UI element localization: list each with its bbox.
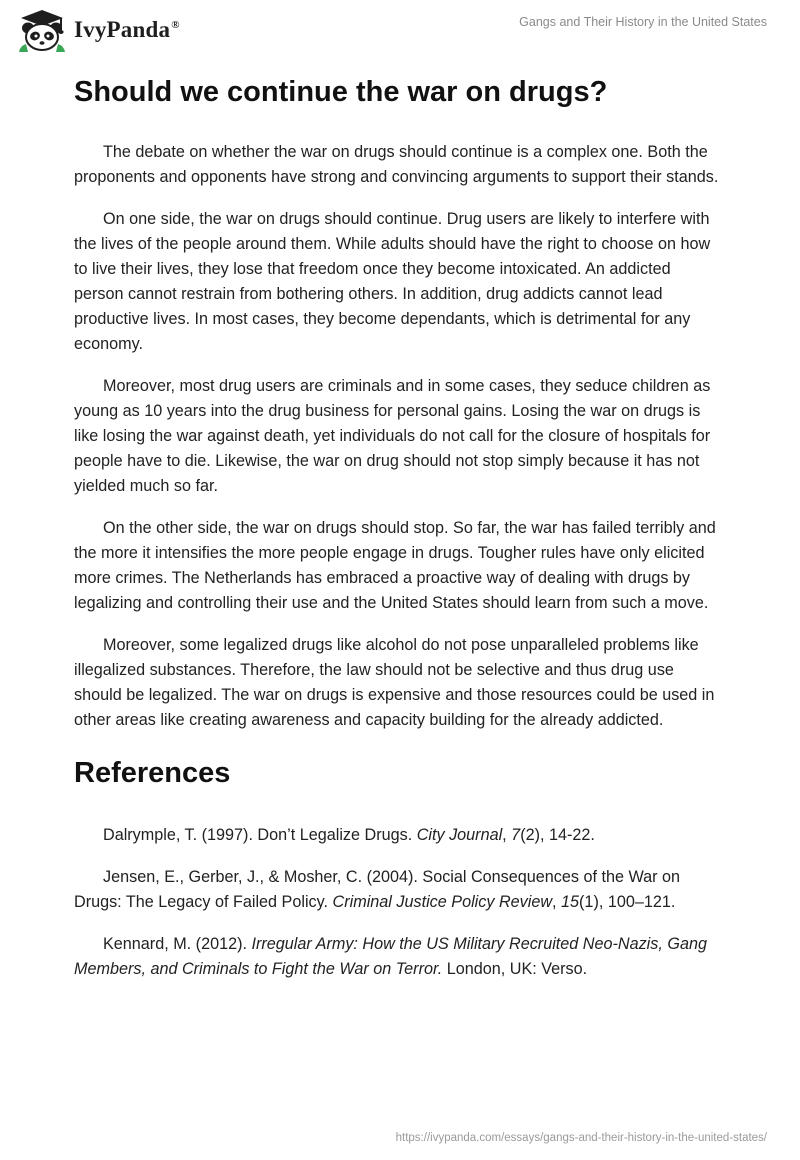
reference-item: Dalrymple, T. (1997). Don’t Legalize Drugs. City Journal, 7(2), 14-22. [103, 826, 595, 844]
article-content [74, 73, 724, 999]
article-paragraph: Moreover, most drug users are criminals and in some cases, they seduce children as young as 10 years into the drug business for personal gains. Losing the war on drugs is like losing the war against death, yet individuals do not call for the closure of hospitals for people have to die. Likewise, the war on drug should not stop simply because it has not yielded much so far. [74, 377, 711, 495]
reference-item: Jensen, E., Gerber, J., & Mosher, C. (2004). Social Consequences of the War on Drugs: The Legacy of Failed Policy. Criminal Justice Policy Review, 15(1), 100–121. [74, 868, 681, 911]
source-url-link[interactable]: https://ivypanda.com/essays/gangs-and-their-history-in-the-united-states/ [395, 1132, 767, 1144]
registered-mark: ® [171, 19, 180, 32]
running-title: Gangs and Their History in the United States [519, 15, 767, 29]
article-paragraph: On one side, the war on drugs should continue. Drug users are likely to interfere with the lives of the people around them. While adults should have the right to choose on how to live their lives, they lose that freedom once they become intoxicated. An addicted person cannot restrain from bothering others. In addition, drug addicts cannot lead productive lives. In most cases, they become dependants, which is detrimental for any economy. [74, 210, 711, 353]
article-title: Should we continue the war on drugs? [74, 76, 608, 108]
panda-graduation-icon [16, 8, 68, 52]
brand-name: IvyPanda® [74, 17, 180, 42]
article-paragraph: On the other side, the war on drugs should stop. So far, the war has failed terribly and the more it intensifies the more people engage in drugs. Tougher rules have only elicited more crimes. The Netherlands has embraced a proactive way of dealing with drugs by legalizing and controlling their use and the United States should learn from such a move. [74, 519, 716, 612]
page-header [0, 0, 800, 60]
ivypanda-logo[interactable] [16, 8, 180, 52]
article-paragraph: Moreover, some legalized drugs like alcohol do not pose unparalleled problems like illegalized substances. Therefore, the law should not be selective and thus drug use should be legalized. The war on drugs is expensive and those resources could be used in other areas like creating awareness and capacity building for the already addicted. [74, 636, 715, 729]
references-heading: References [74, 757, 231, 789]
reference-item: Kennard, M. (2012). Irregular Army: How the US Military Recruited Neo-Nazis, Gang Members, and Criminals to Fight the War on Terror. London, UK: Verso. [74, 935, 707, 978]
references-list [74, 821, 724, 982]
article-paragraph: The debate on whether the war on drugs should continue is a complex one. Both the proponents and opponents have strong and convincing arguments to support their stands. [74, 143, 719, 186]
